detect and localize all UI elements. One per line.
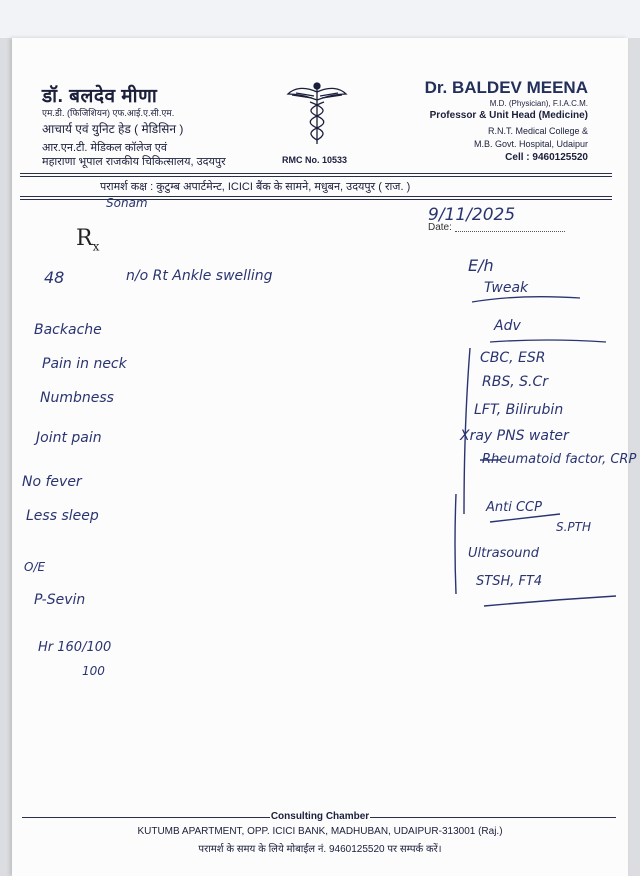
complaint-line: n/o Rt Ankle swelling bbox=[126, 268, 273, 284]
date-label: Date: bbox=[428, 222, 452, 233]
caduceus-logo-icon bbox=[286, 80, 348, 151]
cell-number: Cell : 9460125520 bbox=[505, 152, 588, 163]
date-value: 9/11/2025 bbox=[428, 205, 516, 225]
complaint-line: Numbness bbox=[40, 390, 114, 406]
rx-symbol: $R_x$ bbox=[76, 226, 100, 254]
college-english: R.N.T. Medical College & bbox=[487, 126, 588, 136]
investigation-line: STSH, FT4 bbox=[476, 574, 543, 589]
complaint-line: Backache bbox=[34, 322, 102, 338]
investigation-line: S.PTH bbox=[556, 520, 592, 534]
doctor-degree-hindi: एम.डी. (फिजिशियन) एफ.आई.ए.सी.एम. bbox=[42, 108, 175, 118]
hospital-hindi: महाराणा भूपाल राजकीय चिकित्सालय, उदयपुर bbox=[42, 156, 226, 168]
doctor-role-english: Professor & Unit Head (Medicine) bbox=[429, 110, 588, 121]
doctor-name-hindi: डॉ. बलदेव मीणा bbox=[42, 86, 158, 107]
complaint-line: Joint pain bbox=[36, 430, 102, 446]
bp-bottom: 100 bbox=[82, 664, 105, 678]
bracket-scribble bbox=[440, 344, 620, 614]
complaint-line: Less sleep bbox=[26, 508, 99, 524]
investigation-line: CBC, ESR bbox=[480, 350, 546, 366]
investigation-line: LFT, Bilirubin bbox=[474, 402, 564, 418]
exam-line: P-Sevin bbox=[34, 592, 86, 608]
doctor-role-hindi: आचार्य एवं युनिट हेड ( मेडिसिन ) bbox=[42, 122, 184, 136]
underline-scribble bbox=[470, 294, 582, 304]
age-sex: 48 bbox=[44, 268, 65, 287]
advice-heading: Adv bbox=[494, 318, 521, 334]
rmc-number: RMC No. 10533 bbox=[282, 155, 348, 165]
bp-reading: Hr 160/100 bbox=[38, 640, 112, 655]
investigation-line: Xray PNS water bbox=[460, 428, 569, 444]
investigation-line: Rheumatoid factor, CRP bbox=[482, 452, 637, 467]
patient-name: Sonam bbox=[106, 196, 148, 210]
advice-line: E/h bbox=[468, 256, 494, 275]
doctor-name-english: Dr. BALDEV MEENA bbox=[424, 78, 588, 97]
investigation-line: Anti CCP bbox=[486, 500, 542, 515]
investigation-line: RBS, S.Cr bbox=[482, 374, 548, 390]
doctor-degree-english: M.D. (Physician), F.I.A.C.M. bbox=[489, 99, 588, 108]
date-dotted-line bbox=[455, 231, 565, 232]
college-hindi: आर.एन.टी. मेडिकल कॉलेज एवं bbox=[42, 142, 167, 154]
header-rule-top bbox=[20, 173, 612, 174]
footer-phone: परामर्श के समय के लिये मोबाईल नं. 9460125520 पर सम्पर्क करें। bbox=[198, 844, 442, 855]
investigation-line: Ultrasound bbox=[468, 546, 539, 561]
complaint-line: Pain in neck bbox=[42, 356, 127, 372]
consulting-address-hindi: परामर्श कक्ष : कुटुम्ब अपार्टमेन्ट, ICICI बैंक के सामने, मधुबन, उदयपुर ( राज. ) bbox=[100, 181, 411, 193]
footer-address: KUTUMB APARTMENT, OPP. ICICI BANK, MADHUBAN, UDAIPUR-313001 (Raj.) bbox=[137, 826, 503, 837]
hospital-english: M.B. Govt. Hospital, Udaipur bbox=[473, 139, 588, 149]
header-rule-top-2 bbox=[20, 176, 612, 177]
exam-label: O/E bbox=[24, 560, 46, 574]
footer-title: Consulting Chamber bbox=[270, 811, 370, 822]
scan-background bbox=[0, 0, 640, 38]
advice-line: Tweak bbox=[484, 280, 529, 296]
complaint-line: No fever bbox=[22, 474, 82, 490]
